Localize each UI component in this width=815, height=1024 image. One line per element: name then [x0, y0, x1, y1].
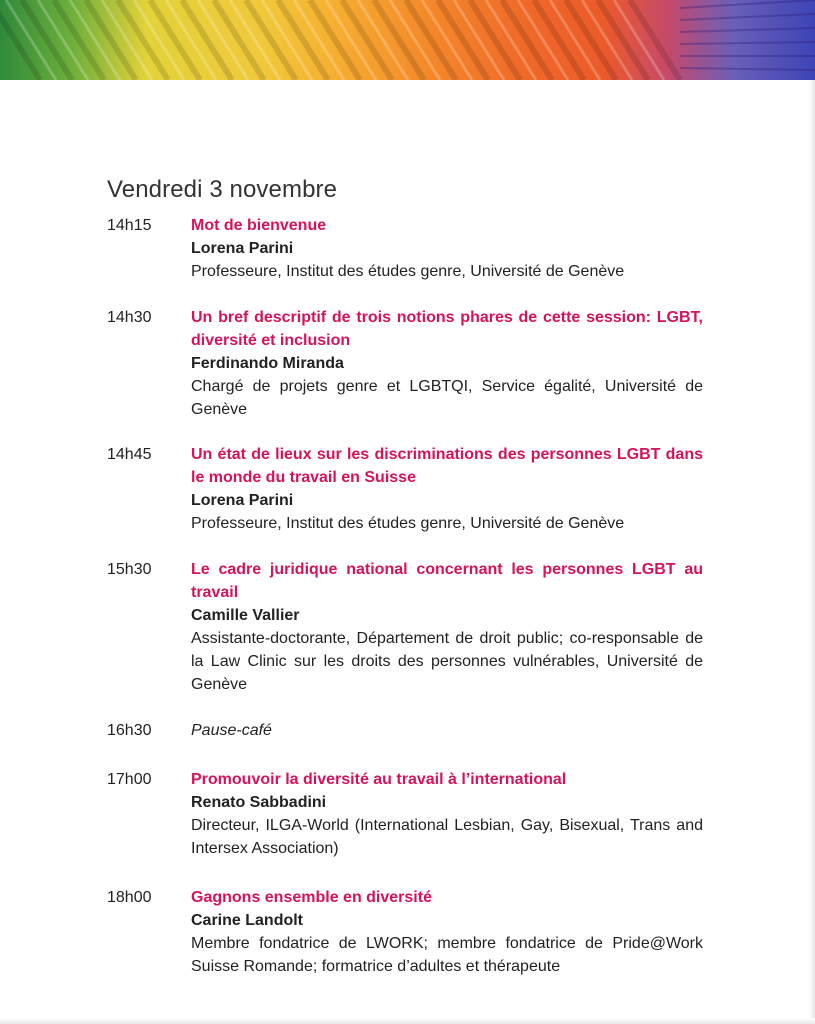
entry-speaker: Lorena Parini [191, 492, 294, 509]
entry-speaker: Renato Sabbadini [191, 794, 327, 811]
entry-speaker: Ferdinando Miranda [191, 355, 344, 372]
program-entry [107, 558, 703, 696]
entry-content [191, 558, 703, 696]
entry-speaker: Lorena Parini [191, 240, 294, 257]
entry-time: 17h00 [107, 771, 152, 788]
entry-title: Un état de lieux sur les discriminations des personnes LGBT dans le monde du travail en Suisse [191, 446, 703, 486]
entry-content [191, 306, 703, 421]
entry-time: 14h15 [107, 217, 152, 234]
entry-title: Promouvoir la diversité au travail à l’international [191, 771, 567, 788]
page-title: Vendredi 3 novembre [107, 176, 338, 204]
entry-time: 14h30 [107, 309, 152, 326]
entry-pause-label: Pause-café [191, 722, 272, 739]
page-bottom-shadow [0, 1018, 815, 1024]
entry-role: Directeur, ILGA-World (International Lesbian, Gay, Bisexual, Trans and Intersex Association) [191, 817, 703, 857]
page-edge-shadow [809, 80, 815, 1024]
entry-role: Professeure, Institut des études genre, Université de Genève [191, 263, 625, 280]
program-entry [107, 443, 703, 535]
entry-title: Mot de bienvenue [191, 217, 327, 234]
entry-content [191, 768, 703, 860]
entry-content [191, 443, 703, 535]
entry-title: Le cadre juridique national concernant les personnes LGBT au travail [191, 561, 703, 601]
entry-role: Chargé de projets genre et LGBTQI, Service égalité, Université de Genève [191, 378, 703, 418]
entry-role: Membre fondatrice de LWORK; membre fondatrice de Pride@Work Suisse Romande; formatrice d’adultes et thérapeute [191, 935, 703, 975]
program-schedule [107, 214, 703, 978]
entry-time: 16h30 [107, 722, 152, 739]
program-entry [107, 306, 703, 421]
program-entry-pause [107, 719, 703, 742]
entry-content [191, 719, 703, 742]
entry-speaker: Camille Vallier [191, 607, 300, 624]
program-entry [107, 886, 703, 978]
program-entry [107, 768, 703, 860]
entry-role: Professeure, Institut des études genre, Université de Genève [191, 515, 625, 532]
entry-time: 15h30 [107, 561, 152, 578]
entry-content [191, 214, 703, 283]
ribbon-stripes [0, 0, 815, 80]
program-entry [107, 214, 703, 283]
entry-time: 14h45 [107, 446, 152, 463]
entry-title: Gagnons ensemble en diversité [191, 889, 432, 906]
entry-title: Un bref descriptif de trois notions phares de cette session: LGBT, diversité et inclusion [191, 309, 703, 349]
entry-content [191, 886, 703, 978]
rainbow-banner-image [0, 0, 815, 80]
entry-role: Assistante-doctorante, Département de droit public; co-responsable de la Law Clinic sur les droits des personnes vulnérables, Université de Genève [191, 630, 703, 693]
entry-speaker: Carine Landolt [191, 912, 304, 929]
entry-time: 18h00 [107, 889, 152, 906]
